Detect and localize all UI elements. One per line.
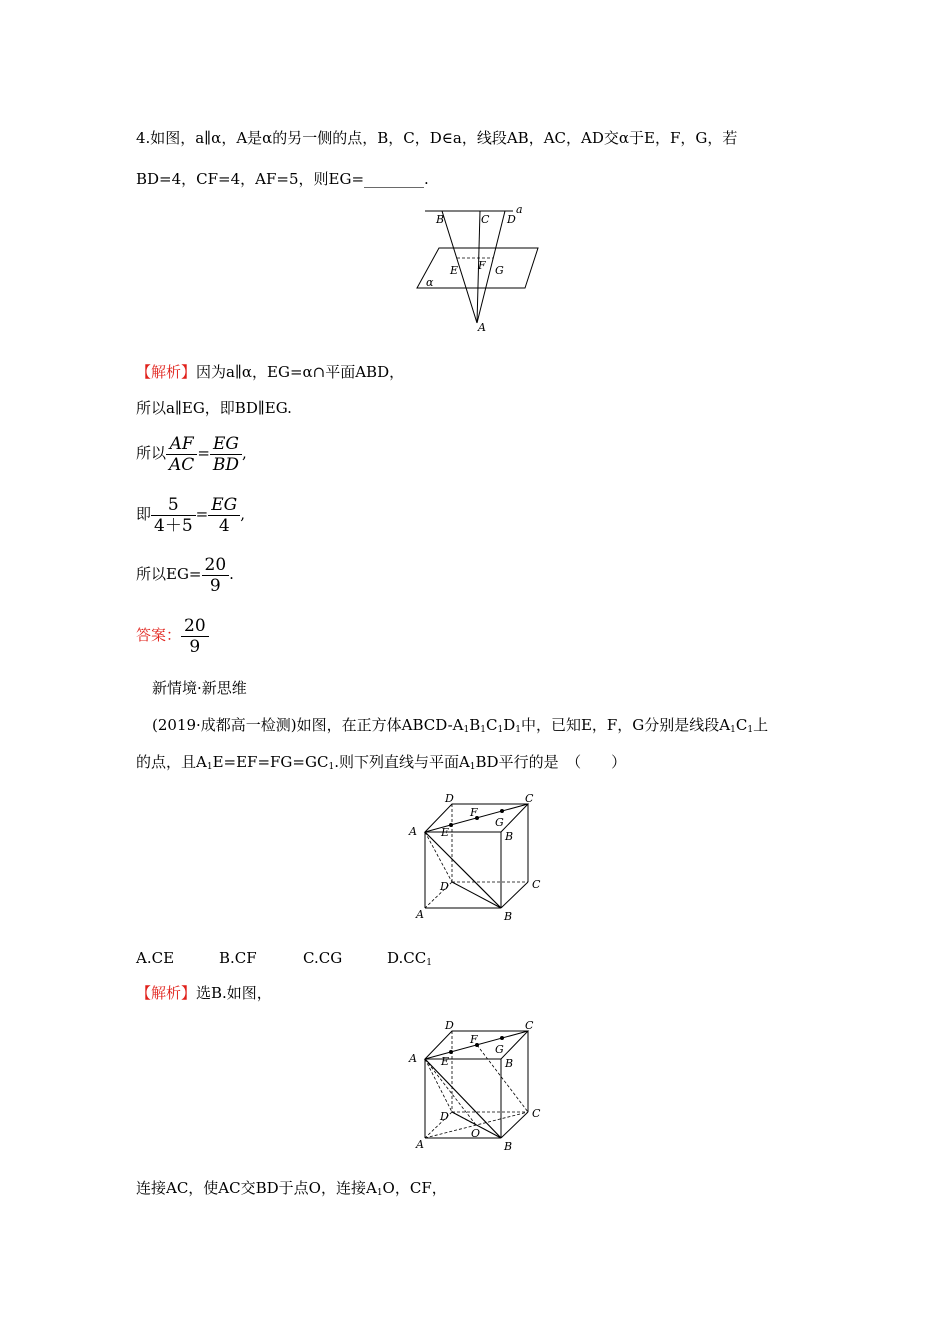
q4-line-1: 4.如图，a∥α，A是α的另一侧的点，B，C，D∈a，线段AB，AC，AD交α于E，F，G，若 <box>136 129 738 147</box>
solution4-line-2: 所以a∥EG，即BD∥EG. <box>136 399 292 417</box>
frac-den: BD <box>212 454 240 475</box>
sub: 1 <box>469 762 476 772</box>
label-B1: B <box>505 830 514 843</box>
frac-num: EG <box>210 434 242 455</box>
solution5-text: O，CF， <box>382 1179 447 1197</box>
option-d-text: D.CC <box>387 949 427 967</box>
equals: = <box>197 444 210 462</box>
q5-text: 上 <box>753 716 769 734</box>
label-C: C <box>532 1107 541 1120</box>
sub: 1 <box>497 725 504 735</box>
label-F: F <box>470 1033 478 1046</box>
frac-den: 9 <box>209 575 221 596</box>
equals: = <box>195 505 209 523</box>
label-F: F <box>470 806 478 819</box>
answer-label: 答案： <box>136 626 182 644</box>
label-A: A <box>416 908 424 921</box>
label-E: E <box>441 1055 450 1068</box>
sub: 1 <box>463 725 470 735</box>
solution5-line-1 <box>136 983 272 1003</box>
label-C: C <box>481 213 490 226</box>
frac-den: 9 <box>189 636 201 657</box>
answer-line <box>136 614 209 657</box>
solution4-tag: 【解析】 <box>136 363 197 381</box>
label-G: G <box>495 1043 504 1056</box>
q5-text: B <box>469 716 481 734</box>
comma: , <box>240 505 246 523</box>
sub: 1 <box>730 725 736 735</box>
label-B: B <box>504 1140 513 1153</box>
frac-num: EG <box>208 495 240 516</box>
fraction-eg-bd <box>210 434 242 475</box>
fraction-5-over-9 <box>151 495 196 536</box>
label-D: D <box>507 213 516 226</box>
label-A1: A <box>409 825 417 838</box>
q5-text: D <box>503 716 516 734</box>
q5-line-2 <box>136 752 626 777</box>
step4-prefix: 即 <box>136 505 152 523</box>
frac-den: 4 <box>218 515 230 536</box>
q5-line-1 <box>152 715 768 740</box>
label-C1: C <box>525 792 534 805</box>
q5-text: E=EF=FG=GC <box>212 753 329 771</box>
q5-text: 的点，且A <box>136 753 207 771</box>
fraction-af-ac <box>166 434 197 475</box>
q5-text: (2019·成都高一检测)如图，在正方体ABCD-A <box>152 716 464 734</box>
sub: 1 <box>747 725 754 735</box>
fraction-eg-4 <box>208 495 240 536</box>
step5-prefix: 所以EG= <box>136 565 202 583</box>
label-D1: D <box>445 1019 454 1032</box>
option-c: C.CG <box>303 949 343 967</box>
sub: 1 <box>426 958 432 968</box>
option-b: B.CF <box>219 949 257 967</box>
solution5-last-line <box>136 1178 447 1203</box>
label-G: G <box>495 816 504 829</box>
frac-den: AC <box>169 454 195 475</box>
label-O: O <box>471 1127 481 1140</box>
solution4-text-1: 因为a∥α，EG=α∩平面ABD， <box>196 363 405 381</box>
sub: 1 <box>480 725 486 735</box>
figure-cube-1 <box>405 790 555 925</box>
label-G: G <box>495 264 504 277</box>
label-alpha: α <box>426 276 434 289</box>
q5-text: C <box>735 716 748 734</box>
frac-den: 4＋5 <box>154 515 193 536</box>
solution5-text: 选B.如图， <box>196 984 272 1002</box>
figure-plane-line <box>412 200 542 335</box>
section-title: 新情境·新思维 <box>152 679 247 697</box>
fraction-20-9 <box>202 555 230 596</box>
q5-text: .则下列直线与平面A <box>334 753 470 771</box>
frac-num: AF <box>166 434 197 455</box>
q5-text: 中，已知E，F，G分别是线段A <box>520 716 731 734</box>
solution4-step-5 <box>136 553 234 596</box>
label-F: F <box>478 259 486 272</box>
sub: 1 <box>515 725 521 735</box>
label-D1: D <box>445 792 454 805</box>
step3-prefix: 所以 <box>136 444 167 462</box>
label-A1: A <box>409 1052 417 1065</box>
frac-num: 20 <box>181 616 209 637</box>
label-D: D <box>440 1110 449 1123</box>
comma: , <box>242 444 247 462</box>
label-a: a <box>516 203 523 216</box>
label-E: E <box>441 826 450 839</box>
solution4-step-4 <box>136 493 245 536</box>
label-C: C <box>532 878 541 891</box>
frac-num: 20 <box>202 555 230 576</box>
solution4-line-1 <box>136 362 404 382</box>
sub: 1 <box>376 1188 383 1198</box>
option-a: A.CE <box>136 949 175 967</box>
period: . <box>229 565 234 583</box>
figure-cube-2 <box>405 1017 555 1155</box>
sub: 1 <box>328 762 335 772</box>
option-d <box>387 948 432 973</box>
label-B1: B <box>505 1057 514 1070</box>
label-B: B <box>504 910 513 923</box>
sub: 1 <box>206 762 213 772</box>
q4-line-2: BD=4，CF=4，AF=5，则EG=________. <box>136 170 429 188</box>
answer-fraction <box>181 616 209 657</box>
label-B: B <box>436 213 445 226</box>
label-C1: C <box>525 1019 534 1032</box>
q5-text: C <box>485 716 498 734</box>
solution5-tag: 【解析】 <box>136 984 197 1002</box>
label-A: A <box>478 321 486 334</box>
frac-num: 5 <box>151 495 196 516</box>
q5-text: BD平行的是 （ ） <box>475 753 627 771</box>
label-A: A <box>416 1138 424 1151</box>
solution5-text: 连接AC，使AC交BD于点O，连接A <box>136 1179 377 1197</box>
label-D: D <box>440 880 449 893</box>
label-E: E <box>450 264 459 277</box>
solution4-step-3 <box>136 432 247 475</box>
